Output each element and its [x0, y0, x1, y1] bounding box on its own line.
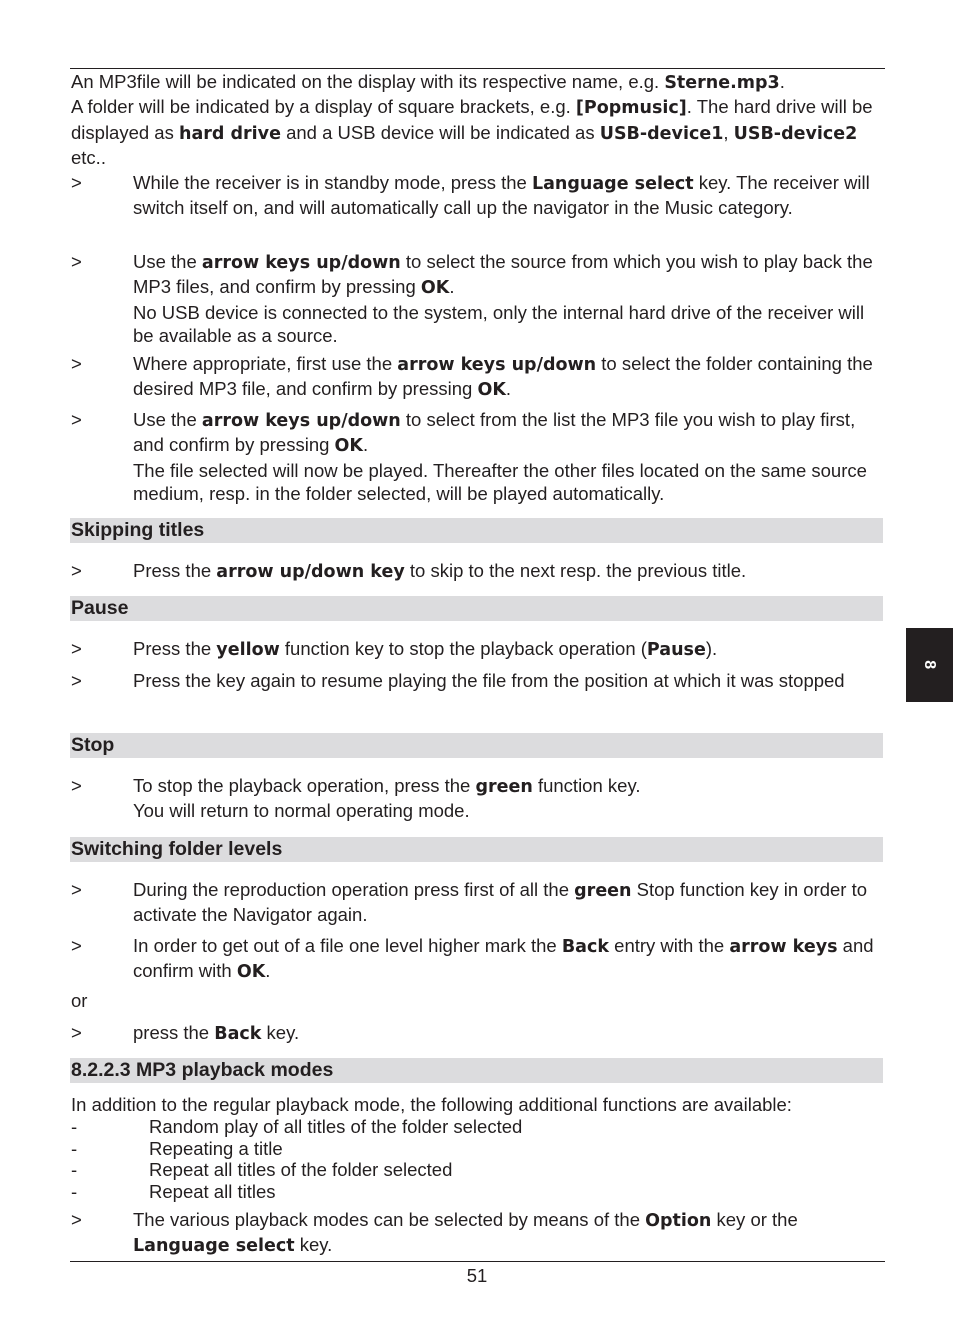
heading-switching-folder-levels: Switching folder levels: [70, 837, 883, 862]
step-marker: >: [71, 172, 82, 193]
intro-line-1: An MP3file will be indicated on the display with its respective name, e.g. Sterne.mp3.: [71, 71, 785, 93]
step-press-back: [71, 1021, 883, 1046]
step-resume: [71, 669, 883, 692]
step-level-up: [71, 934, 883, 985]
step-marker: >: [71, 638, 82, 659]
chapter-tab: [906, 628, 953, 702]
bold-term: [Popmusic]: [575, 98, 687, 119]
bold-term: USB-device1: [599, 123, 724, 144]
step-text: The various playback modes can be selected by means of the Option key or the Language select key.: [133, 1209, 798, 1257]
modes-intro: In addition to the regular playback mode, the following additional functions are available:: [71, 1094, 792, 1115]
bold-term: arrow keys up/down: [201, 411, 401, 431]
mode-item: [71, 1158, 883, 1181]
mode-item: [71, 1180, 883, 1203]
bold-term: OK: [420, 278, 450, 299]
bold-term: arrow keys up/down: [201, 253, 401, 273]
step-select-source: [71, 250, 883, 347]
bold-term: Back: [214, 1024, 262, 1044]
step-marker: >: [71, 879, 82, 900]
heading-stop: Stop: [70, 733, 883, 758]
dash-marker: -: [71, 1159, 78, 1180]
step-marker: >: [71, 670, 82, 691]
step-text: Press the key again to resume playing the file from the position at which it was stopped: [133, 670, 845, 691]
step-marker: >: [71, 251, 82, 272]
step-text: During the reproduction operation press first of all the green Stop function key in order to activate the Navigator again.: [133, 879, 868, 926]
bold-term: arrow keys: [729, 937, 838, 957]
mode-text: Random play of all titles of the folder selected: [149, 1116, 523, 1137]
step-marker: >: [71, 1022, 82, 1043]
step-marker: >: [71, 775, 82, 796]
heading-pause: Pause: [70, 596, 883, 621]
step-stop: [71, 774, 883, 823]
bold-term: green: [574, 881, 632, 901]
bold-term: Language select: [531, 174, 694, 194]
page-number: 51: [466, 1265, 488, 1286]
step-select-mode: [71, 1208, 883, 1259]
step-marker: >: [71, 409, 82, 430]
step-text: To stop the playback operation, press the green function key. You will return to normal operating mode.: [133, 775, 641, 822]
bold-term: Option: [645, 1211, 712, 1231]
or-text: or: [71, 990, 88, 1011]
step-marker: >: [71, 935, 82, 956]
bold-term: OK: [477, 380, 506, 401]
bold-term: Language select: [133, 1236, 295, 1257]
dash-marker: -: [71, 1138, 78, 1159]
step-text: In order to get out of a file one level higher mark the Back entry with the arrow keys and confirm with OK.: [133, 935, 874, 983]
mode-text: Repeating a title: [149, 1138, 283, 1159]
bold-term: arrow up/down key: [216, 562, 405, 582]
dash-marker: -: [71, 1181, 78, 1202]
step-skip: [71, 559, 883, 584]
bold-term: yellow: [216, 640, 280, 660]
chapter-tab-label: 8: [921, 660, 939, 670]
intro-paragraph: [71, 70, 883, 169]
step-pause: [71, 637, 883, 662]
bold-term: OK: [236, 962, 266, 983]
bold-term: green: [475, 777, 533, 797]
mode-text: Repeat all titles of the folder selected: [149, 1159, 453, 1180]
mode-item: [71, 1115, 883, 1138]
step-text: press the Back key.: [133, 1022, 300, 1044]
step-standby: [71, 171, 883, 220]
mode-item: [71, 1137, 883, 1160]
bold-term: USB-device2: [733, 123, 858, 144]
bold-term: hard drive: [178, 123, 281, 144]
bold-term: Back: [561, 937, 610, 957]
step-text: Press the arrow up/down key to skip to the next resp. the previous title.: [133, 560, 747, 582]
bold-term: arrow keys up/down: [397, 355, 597, 375]
bold-term: Pause: [646, 640, 706, 660]
top-rule: [70, 68, 885, 69]
step-text: While the receiver is in standby mode, press the Language select key. The receiver will switch itself on, and will automatically call up the navigator in the Music category.: [133, 172, 870, 219]
step-text: Where appropriate, first use the arrow keys up/down to select the folder containing the desired MP3 file, and confirm by pressing OK.: [133, 353, 873, 401]
step-text: Use the arrow keys up/down to select the source from which you wish to play back the MP3 files, and confirm by pressing OK. No USB device is connected to the system, only the internal hard drive of the receiver will be available as a source.: [133, 251, 873, 346]
bold-term: OK: [334, 436, 363, 457]
heading-playback-modes: 8.2.2.3 MP3 playback modes: [70, 1058, 883, 1083]
heading-skipping-titles: Skipping titles: [70, 518, 883, 543]
step-text: Use the arrow keys up/down to select from the list the MP3 file you wish to play first, and confirm by pressing OK. The file selected will now be played. Thereafter the other files located on the same source medium, resp. in the folder selected, will be played automatically.: [133, 409, 867, 504]
bottom-rule: [70, 1261, 885, 1262]
intro-line-2: A folder will be indicated by a display of square brackets, e.g. [Popmusic]. The hard drive will be displayed as hard drive and a USB device will be indicated as USB-device1, USB-device2 etc..: [71, 96, 873, 168]
step-marker: >: [71, 353, 82, 374]
step-activate-navigator: [71, 878, 883, 927]
mode-text: Repeat all titles: [149, 1181, 276, 1202]
dash-marker: -: [71, 1116, 78, 1137]
step-select-file: [71, 408, 883, 505]
step-marker: >: [71, 560, 82, 581]
step-text: Press the yellow function key to stop the playback operation (Pause).: [133, 638, 718, 660]
step-marker: >: [71, 1209, 82, 1230]
step-select-folder: [71, 352, 883, 403]
bold-term: Sterne.mp3: [664, 73, 780, 93]
